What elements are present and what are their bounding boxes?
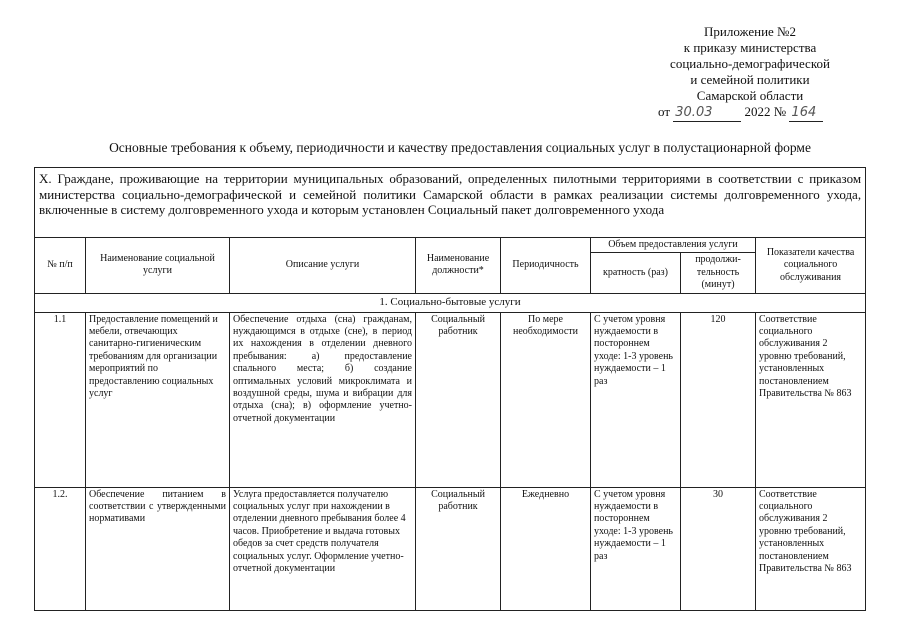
header-volume: Объем предоставления услуги — [591, 238, 756, 253]
annex-line-2: к приказу министерства — [683, 40, 817, 55]
header-periodicity: Периодичность — [501, 238, 591, 294]
header-multiplicity: кратность (раз) — [591, 253, 681, 293]
row-service-name: Предоставление помещений и мебели, отвечающих санитарно-гигиеническим требованиям для организации мероприятий по предоставлению социальных услуг — [86, 312, 230, 487]
date-prefix: от — [658, 104, 671, 119]
annex-line-4: и семейной политики — [690, 72, 810, 87]
annex-line-1: Приложение №2 — [704, 24, 796, 39]
handwritten-number: 164 — [789, 105, 823, 122]
annex-line-3: социально-демографической — [670, 56, 830, 71]
handwritten-date: 30.03 — [673, 105, 741, 122]
row-num: 1.1 — [35, 312, 86, 487]
annex-line-5: Самарской области — [696, 88, 804, 103]
table-row — [35, 312, 866, 487]
annex-date-line — [600, 104, 900, 122]
row-quality: Соответствие социального обслуживания 2 уровню требований, установленных постановлением Правительства № 863 — [756, 487, 866, 610]
row-position: Социальный работник — [416, 312, 501, 487]
row-multiplicity: С учетом уровня нуждаемости в постороннем уходе: 1-3 уровень нуждаемости – 1 раз — [591, 312, 681, 487]
header-service-name: Наименование социальной услуги — [86, 238, 230, 294]
row-duration: 30 — [681, 487, 756, 610]
row-multiplicity: С учетом уровня нуждаемости в постороннем уходе: 1-3 уровень нуждаемости – 1 раз — [591, 487, 681, 610]
row-periodicity: Ежедневно — [501, 487, 591, 610]
section-1-heading: 1. Социально-бытовые услуги — [35, 293, 866, 312]
row-num: 1.2. — [35, 487, 86, 610]
requirements-table — [34, 167, 866, 611]
document-title: Основные требования к объему, периодичности и качеству предоставления социальных услуг в полустационарной форме — [109, 140, 811, 155]
row-service-name: Обеспечение питанием в соответствии с утвержденными нормативами — [86, 487, 230, 610]
annex-header — [600, 24, 900, 122]
header-position: Наименование должности* — [416, 238, 501, 294]
header-duration: продолжи-тельность (минут) — [681, 253, 756, 293]
row-quality: Соответствие социального обслуживания 2 уровню требований, установленных постановлением Правительства № 863 — [756, 312, 866, 487]
table-row — [35, 487, 866, 610]
row-periodicity: По мере необходимости — [501, 312, 591, 487]
row-description: Обеспечение отдыха (сна) гражданам, нуждающимся в отдыхе (сне), в период их нахождения в отделении дневного пребывания: а) предоставление спального места; б) создание оптимальных условий микроклимата и воздушной среды, шума и вибрации для отдыха (сна); в) оформление учетно-отчетной документации — [230, 312, 416, 487]
row-duration: 120 — [681, 312, 756, 487]
header-quality: Показатели качества социального обслуживания — [756, 238, 866, 294]
header-description: Описание услуги — [230, 238, 416, 294]
row-position: Социальный работник — [416, 487, 501, 610]
header-num: № п/п — [35, 238, 86, 294]
row-description: Услуга предоставляется получателю социальных услуг при нахождении в отделении дневного пребывания более 4 часов. Приобретение и выдача готовых обедов за счет средств получателя социальных услуг. Оформление учетно-отчетной документации — [230, 487, 416, 610]
year-text: 2022 № — [744, 104, 787, 119]
section-x-heading: X. Граждане, проживающие на территории муниципальных образований, определенных пилотными территориями в соответствии с приказом министерства социально-демографической и семейной политики Самарской области в рамках реализации системы долговременного ухода, включенные в систему долговременного ухода и которым установлен Социальный пакет долговременного ухода — [35, 168, 866, 238]
